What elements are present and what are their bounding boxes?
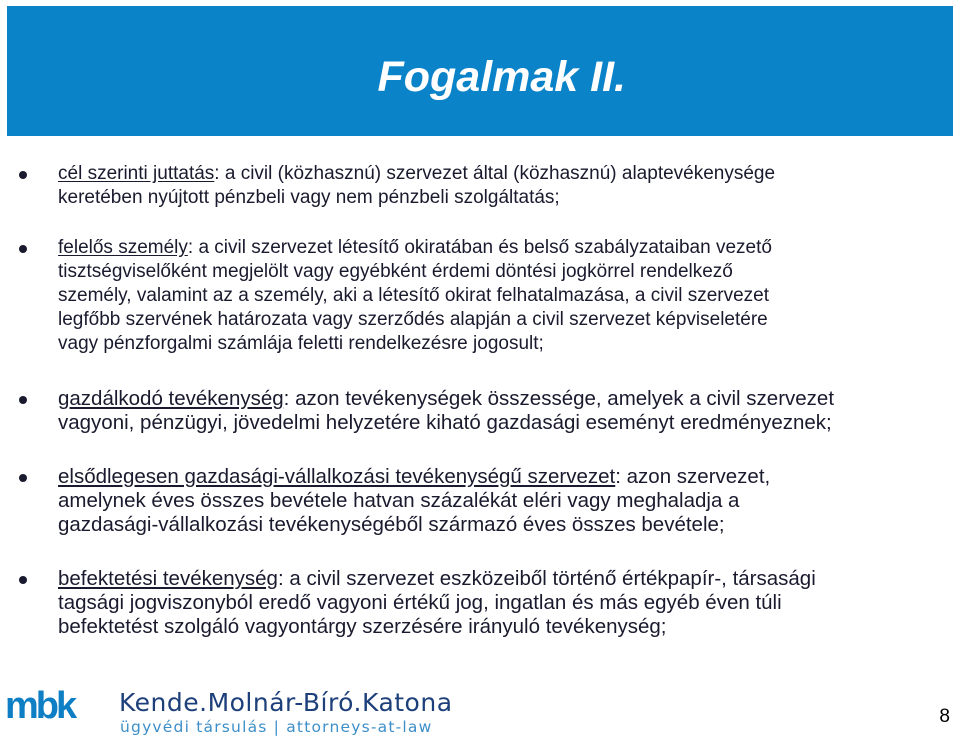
- definition-line: [58, 387, 958, 411]
- definition-line: gazdasági-vállalkozási tevékenységéből származó éves összes bevétele;: [58, 513, 725, 536]
- definition-item-cel-szerinti-juttatas: [58, 162, 958, 210]
- bullet-icon: [19, 474, 27, 482]
- definition-item-elsodlegesen-gazdasagi: [58, 465, 958, 537]
- definition-term: befektetési tevékenység: [58, 567, 278, 590]
- definition-text: : a civil szervezet eszközeiből történő értékpapír-, társasági: [277, 567, 816, 590]
- definition-item-felelos-szemely: [58, 236, 958, 356]
- definition-line: tagsági jogviszonyból eredő vagyoni értékű jog, ingatlan és más egyéb éven túli: [58, 591, 782, 614]
- definition-line: tisztségviselőként megjelölt vagy egyébként érdemi döntési jogkörrel rendelkező: [58, 261, 733, 282]
- definition-line: vagy pénzforgalmi számlája feletti rendelkezésre jogosult;: [58, 333, 544, 354]
- bullet-icon: [19, 576, 27, 584]
- page-number: 8: [939, 706, 950, 727]
- bullet-icon: [19, 396, 27, 404]
- definition-text: : azon tevékenységek összessége, amelyek a civil szervezet: [283, 387, 835, 410]
- definition-line: [58, 465, 958, 489]
- logo-mark-text: mbk: [5, 685, 75, 727]
- definition-item-gazdalkodo-tevekenyseg: [58, 387, 958, 435]
- slide-footer: [0, 676, 960, 740]
- definition-term: felelős személy: [58, 237, 188, 258]
- definition-term: gazdálkodó tevékenység: [58, 387, 284, 410]
- definition-line: személy, valamint az a személy, aki a létesítő okirat felhatalmazása, a civil szervezet: [58, 285, 770, 306]
- slide-title: Fogalmak II.: [377, 53, 626, 101]
- definition-line: keretében nyújtott pénzbeli vagy nem pénzbeli szolgáltatás;: [58, 187, 560, 208]
- definition-term: elsődlegesen gazdasági-vállalkozási tevékenységű szervezet: [58, 465, 616, 488]
- definition-line: [58, 567, 958, 591]
- definition-line: vagyoni, pénzügyi, jövedelmi helyzetére kiható gazdasági eseményt eredményeznek;: [58, 411, 832, 434]
- definition-text: : azon szervezet,: [615, 465, 771, 488]
- definition-term: cél szerinti juttatás: [58, 163, 215, 184]
- firm-logo-icon: [5, 687, 74, 725]
- definition-line: [58, 236, 958, 260]
- firm-subtitle: ügyvédi társulás | attorneys-at-law: [120, 718, 433, 736]
- bullet-icon: [19, 245, 27, 253]
- firm-name: Kende.Molnár-Bíró.Katona: [119, 688, 453, 717]
- definition-line: legfőbb szervének határozata vagy szerződés alapján a civil szervezet képviseletére: [58, 309, 768, 330]
- definition-item-befektetesi-tevekenyseg: [58, 567, 958, 639]
- definition-line: amelynek éves összes bevétele hatvan százalékát eléri vagy meghaladja a: [58, 489, 740, 512]
- title-bar: [7, 6, 953, 136]
- definition-text: : a civil (közhasznú) szervezet által (közhasznú) alaptevékenysége: [214, 163, 776, 184]
- definition-line: [58, 162, 958, 186]
- bullet-icon: [19, 171, 27, 179]
- definition-text: : a civil szervezet létesítő okiratában és belső szabályzataiban vezető: [187, 237, 772, 258]
- definition-line: befektetést szolgáló vagyontárgy szerzésére irányuló tevékenység;: [58, 615, 667, 638]
